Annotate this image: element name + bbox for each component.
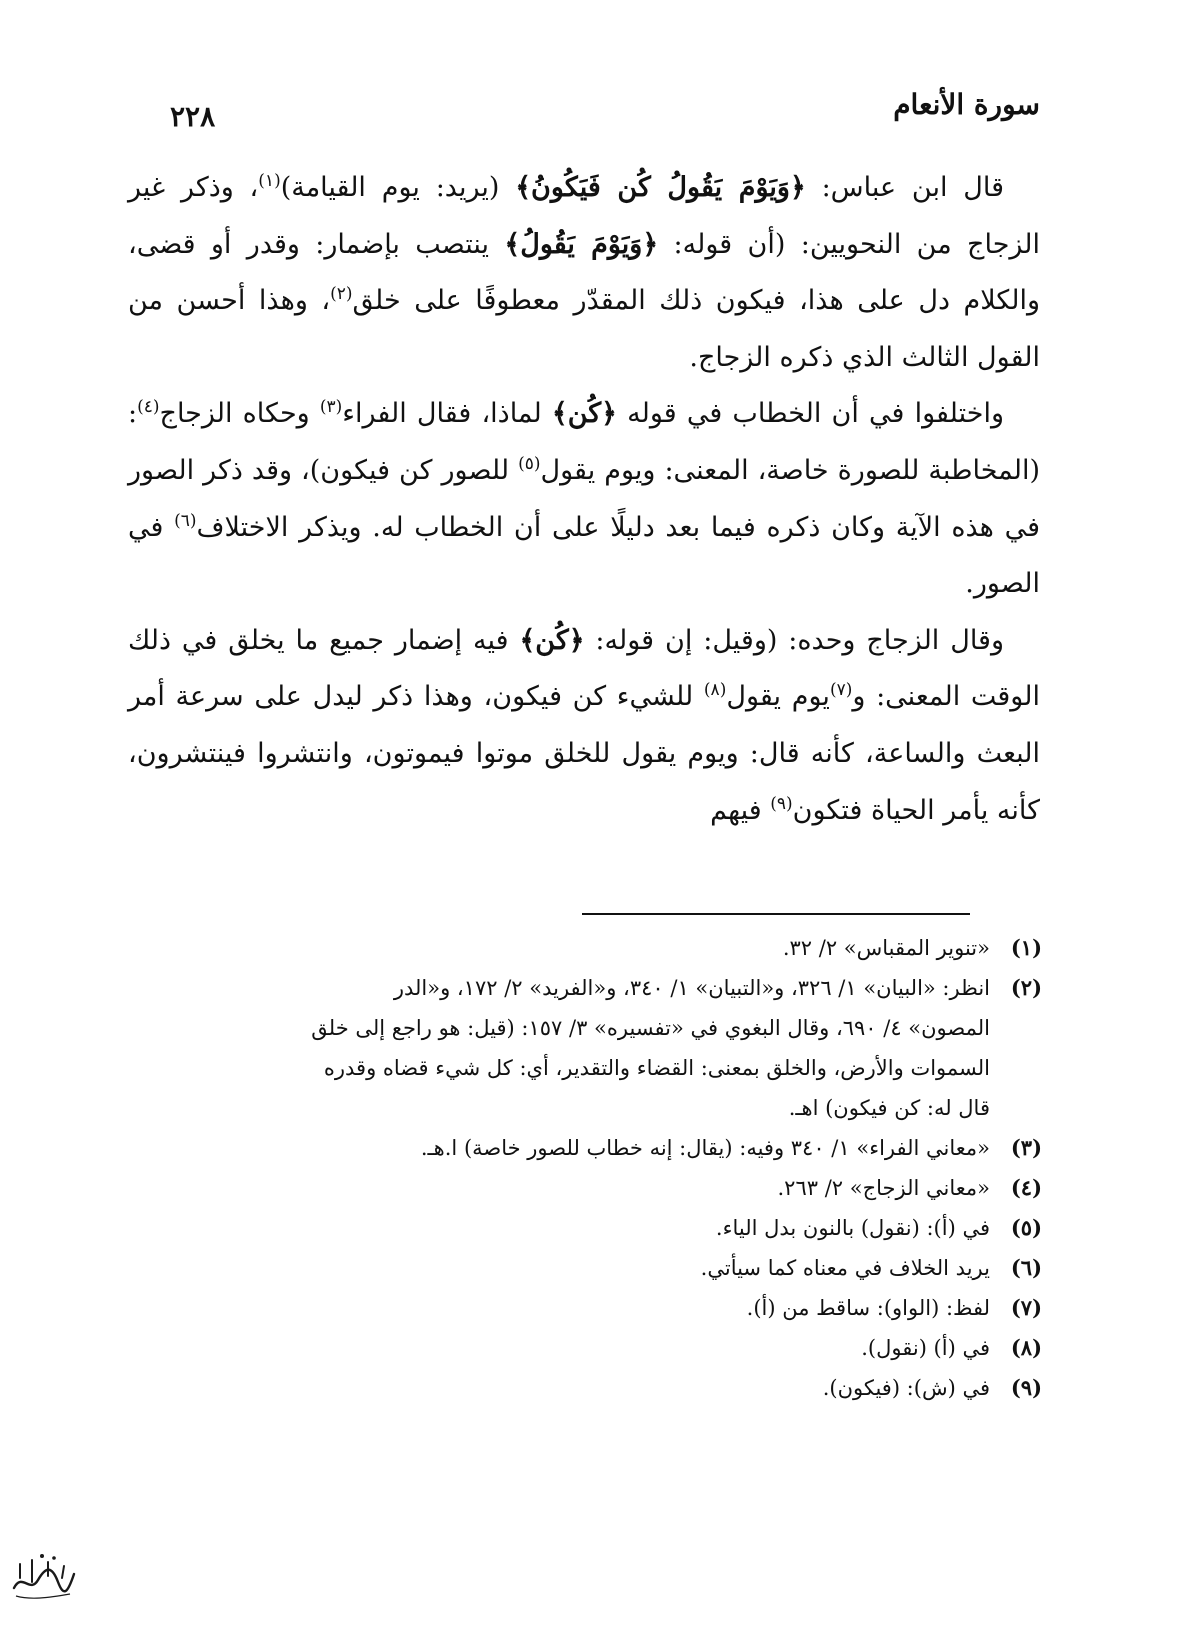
footnote-line: المصون» ٤/ ٦٩٠، وقال البغوي في «تفسيره» ٣/ ١٥٧: (قيل: هو راجع إلى خلق bbox=[311, 1016, 990, 1040]
footnote-item bbox=[130, 1208, 1042, 1248]
text-run: فيه إضمار جميع ما يخلق في ذلك الوقت المعنى: و bbox=[128, 624, 1040, 713]
footnote-text bbox=[130, 1248, 990, 1288]
publisher-stamp-logo bbox=[8, 1548, 78, 1606]
footnote-number: (٦) bbox=[1010, 1255, 1042, 1280]
footnote-text bbox=[130, 1328, 990, 1368]
footnote-line: «تنوير المقباس» ٢/ ٣٢. bbox=[782, 936, 990, 960]
footnote-number: (٨) bbox=[1010, 1335, 1042, 1360]
text-run: قال ابن عباس: bbox=[805, 172, 1005, 203]
footnote-text bbox=[130, 928, 990, 968]
text-run: ينتصب بإضمار: وقدر أو قضى، والكلام دل على هذا، فيكون ذلك المقدّر معطوفًا على خلق bbox=[128, 228, 1040, 317]
footnote-item bbox=[130, 1128, 1042, 1168]
footnote-line: «معاني الزجاج» ٢/ ٢٦٣. bbox=[777, 1176, 990, 1200]
footnote-ref[interactable]: (١) bbox=[258, 171, 281, 191]
quran-quote: ﴿كُن﴾ bbox=[551, 398, 617, 430]
text-run: ، وهذا أحسن من القول الثالث الذي ذكره الزجاج. bbox=[128, 285, 1040, 373]
footnote-item bbox=[130, 928, 1042, 968]
footnote-text bbox=[130, 1288, 990, 1328]
text-run: : (المخاطبة للصورة خاصة، المعنى: ويوم يقول bbox=[128, 398, 1040, 486]
footnote-line: في (أ): (نقول) بالنون بدل الياء. bbox=[715, 1216, 990, 1240]
footnote-ref[interactable]: (٧) bbox=[829, 680, 853, 701]
footnote-number: (٤) bbox=[1010, 1175, 1042, 1200]
footnote-text bbox=[130, 1168, 990, 1208]
footnote-ref[interactable]: (٥) bbox=[518, 453, 541, 474]
footnote-number: (١) bbox=[1010, 935, 1042, 960]
footnote-text bbox=[130, 1368, 990, 1408]
text-run: للشيء كن فيكون، وهذا ذكر ليدل على سرعة أمر البعث والساعة، كأنه قال: ويوم يقول للخلق موتوا فيموتون، وانتشروا فينتشرون، كأنه يأمر الحياة فتكون bbox=[128, 681, 1040, 826]
footnote-divider bbox=[582, 913, 970, 915]
quran-quote: ﴿وَيَوْمَ يَقُولُ كُن فَيَكُونُ﴾ bbox=[515, 172, 806, 203]
text-run: (يريد: يوم القيامة) bbox=[280, 172, 516, 203]
paragraph-1 bbox=[128, 160, 1040, 386]
paragraph-2 bbox=[128, 386, 1040, 612]
quran-quote: ﴿وَيَوْمَ يَقُولُ﴾ bbox=[504, 228, 659, 260]
surah-title: سورة الأنعام bbox=[893, 88, 1040, 121]
footnote-number: (٩) bbox=[1010, 1375, 1042, 1400]
footnote-number: (٥) bbox=[1010, 1215, 1042, 1240]
footnote-item bbox=[130, 1328, 1042, 1368]
text-run: وحكاه الزجاج bbox=[159, 398, 320, 430]
footnote-item bbox=[130, 1368, 1042, 1408]
footnote-number: (٧) bbox=[1010, 1295, 1042, 1320]
footnote-text bbox=[130, 968, 990, 1128]
page-number: ٢٢٨ bbox=[170, 100, 216, 133]
text-run: لماذا، فقال الفراء bbox=[342, 398, 552, 430]
footnote-item bbox=[130, 1248, 1042, 1288]
footnote-text bbox=[130, 1128, 990, 1168]
footnote-line: في (ش): (فيكون). bbox=[822, 1376, 990, 1400]
text-run: وقال الزجاج وحده: (وقيل: إن قوله: bbox=[584, 624, 1004, 656]
quran-quote: ﴿كُن﴾ bbox=[519, 624, 585, 656]
paragraph-3 bbox=[128, 613, 1040, 839]
footnotes-section bbox=[130, 928, 1042, 1408]
footnote-item bbox=[130, 968, 1042, 1128]
footnote-line: انظر: «البيان» ١/ ٣٢٦، و«التبيان» ١/ ٣٤٠، و«الفريد» ٢/ ١٧٢، و«الدر bbox=[393, 976, 990, 1000]
text-run: ، وذكر غير الزجاج من النحويين: (أن قوله: bbox=[128, 172, 1041, 260]
text-run: في الصور. bbox=[128, 511, 1040, 600]
footnote-line: لفظ: (الواو): ساقط من (أ). bbox=[746, 1296, 990, 1320]
footnote-item bbox=[130, 1168, 1042, 1208]
footnote-number: (٢) bbox=[1010, 975, 1042, 1000]
footnote-ref[interactable]: (٢) bbox=[330, 284, 353, 305]
footnote-line: يريد الخلاف في معناه كما سيأتي. bbox=[700, 1256, 990, 1280]
footnote-ref[interactable]: (٨) bbox=[703, 680, 727, 701]
footnote-number: (٣) bbox=[1010, 1135, 1042, 1160]
footnote-ref[interactable]: (٤) bbox=[137, 397, 160, 418]
footnote-line: السموات والأرض، والخلق بمعنى: القضاء والتقدير، أي: كل شيء قضاه وقدره bbox=[323, 1056, 990, 1080]
text-run: للصور كن فيكون)، وقد ذكر الصور في هذه الآية وكان ذكره فيما بعد دليلًا على أن الخطاب له. ويذكر الاختلاف bbox=[128, 454, 1040, 543]
footnote-text bbox=[130, 1208, 990, 1248]
footnote-line: «معاني الفراء» ١/ ٣٤٠ وفيه: (يقال: إنه خطاب للصور خاصة) ا.هـ. bbox=[420, 1136, 990, 1160]
footnote-line: في (أ) (نقول). bbox=[861, 1336, 990, 1360]
text-run: يوم يقول bbox=[726, 681, 830, 713]
main-text bbox=[128, 160, 1040, 839]
footnote-ref[interactable]: (٩) bbox=[770, 793, 793, 814]
text-run: واختلفوا في أن الخطاب في قوله bbox=[616, 398, 1004, 430]
footnote-ref[interactable]: (٣) bbox=[319, 397, 343, 418]
footnote-item bbox=[130, 1288, 1042, 1328]
footnote-line: قال له: كن فيكون) اهـ. bbox=[788, 1096, 990, 1120]
page-header bbox=[170, 88, 1040, 138]
footnote-ref[interactable]: (٦) bbox=[174, 510, 197, 531]
text-run: فيهم bbox=[710, 794, 771, 826]
